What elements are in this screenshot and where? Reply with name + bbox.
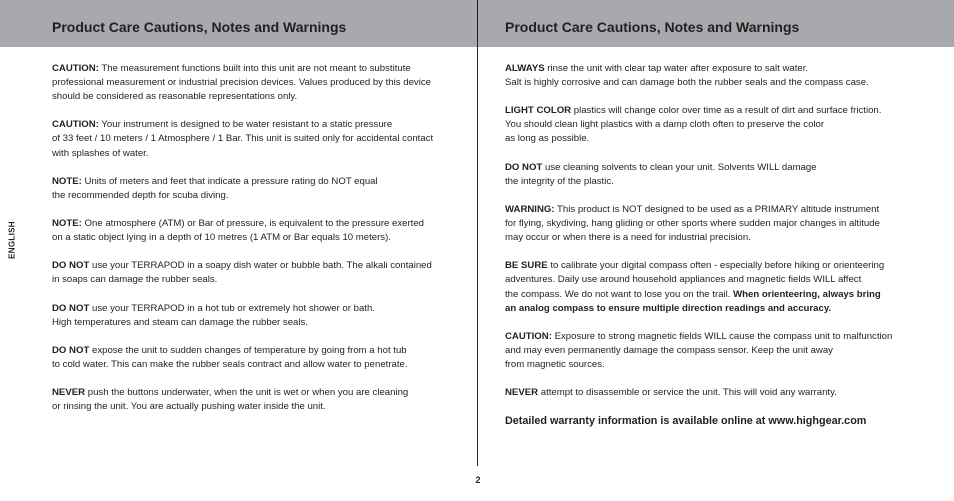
para-label: CAUTION:	[505, 330, 552, 342]
right-column	[505, 62, 925, 428]
language-label: ENGLISH	[7, 221, 17, 259]
para-text: or rinsing the unit. You are actually pushing water inside the unit.	[52, 401, 326, 413]
note-units-paragraph	[52, 175, 470, 203]
para-text: attempt to disassemble or service the unit. This will void any warranty.	[538, 387, 837, 399]
never-disassemble-paragraph	[505, 386, 925, 400]
para-text: One atmosphere (ATM) or Bar of pressure, is equivalent to the pressure exerted	[81, 218, 425, 230]
caution-water-paragraph	[52, 118, 470, 160]
always-rinse-paragraph	[505, 62, 925, 90]
para-text: and may even permanently damage the compass sensor. Keep the unit away	[505, 344, 833, 356]
para-text: This product is NOT designed to be used as a PRIMARY altitude instrument	[554, 203, 880, 215]
para-emphasis: an analog compass to ensure multiple direction readings and accuracy.	[505, 302, 832, 314]
para-text: should be considered as reasonable representations only.	[52, 91, 298, 103]
para-text: rinse the unit with clear tap water after exposure to salt water.	[544, 63, 809, 74]
para-text: may occur or when there is a need for industrial precision.	[505, 232, 751, 244]
para-label: DO NOT	[52, 302, 90, 314]
para-text: plastics will change color over time as a result of dirt and surface friction.	[571, 105, 882, 117]
para-label: CAUTION:	[52, 119, 99, 131]
para-text: The measurement functions built into this unit are not meant to substitute	[98, 63, 411, 74]
para-text: Exposure to strong magnetic fields WILL cause the compass unit to malfunction	[551, 330, 893, 342]
para-text: adventures. Daily use around household appliances and magnetic fields WILL affect	[505, 274, 862, 286]
para-label: NEVER	[505, 387, 539, 399]
para-text: Units of meters and feet that indicate a pressure rating do NOT equal	[81, 175, 378, 187]
para-text: High temperatures and steam can damage the rubber seals.	[52, 316, 308, 328]
para-text: You should clean light plastics with a damp cloth often to preserve the color	[505, 119, 825, 131]
para-text: use cleaning solvents to clean your unit. Solvents WILL damage	[542, 161, 817, 173]
do-not-soapy-paragraph	[52, 259, 470, 287]
para-text: with splashes of water.	[52, 147, 149, 159]
do-not-solvents-paragraph	[505, 161, 925, 189]
para-text: push the buttons underwater, when the unit is wet or when you are cleaning	[85, 387, 409, 399]
para-text: Salt is highly corrosive and can damage both the rubber seals and the compass case.	[505, 77, 869, 89]
para-text: the recommended depth for scuba diving.	[52, 189, 229, 201]
never-buttons-paragraph	[52, 386, 470, 414]
para-label: NOTE:	[52, 175, 82, 187]
do-not-temperature-paragraph	[52, 344, 470, 372]
para-emphasis: When orienteering, always bring	[733, 288, 881, 300]
page-title-right: Product Care Cautions, Notes and Warnings	[505, 19, 800, 35]
para-text: professional measurement or industrial precision devices. Values produced by this device	[52, 77, 431, 89]
para-label: BE SURE	[505, 260, 548, 272]
warning-altitude-paragraph	[505, 203, 925, 245]
para-label: LIGHT COLOR	[505, 105, 572, 117]
para-label: DO NOT	[505, 161, 543, 173]
para-text: the integrity of the plastic.	[505, 175, 614, 187]
page-title-left: Product Care Cautions, Notes and Warnings	[52, 19, 347, 35]
para-label: WARNING:	[505, 203, 555, 215]
page-number: 2	[475, 475, 481, 485]
do-not-hot-tub-paragraph	[52, 302, 470, 330]
para-text: the compass. We do not want to lose you on the trail.	[505, 288, 734, 300]
para-text: of 33 feet / 10 meters / 1 Atmosphere / 1 Bar. This unit is suited only for accidental contact	[52, 133, 434, 145]
be-sure-calibrate-paragraph	[505, 259, 925, 315]
para-text: in soaps can damage the rubber seals.	[52, 274, 218, 286]
para-label: ALWAYS	[505, 63, 545, 74]
para-label: DO NOT	[52, 260, 90, 272]
note-atmosphere-paragraph	[52, 217, 470, 245]
para-text: to calibrate your digital compass often - especially before hiking or orienteering	[547, 260, 885, 272]
left-column	[52, 62, 470, 428]
para-text: Your instrument is designed to be water resistant to a static pressure	[98, 119, 393, 131]
para-text: for flying, skydiving, hang gliding or other sports where sudden major changes in altitude	[505, 218, 880, 230]
caution-measurement-paragraph	[52, 62, 470, 104]
para-label: DO NOT	[52, 344, 90, 356]
para-text: as long as possible.	[505, 133, 590, 145]
para-label: NOTE:	[52, 218, 82, 230]
para-text: from magnetic sources.	[505, 358, 605, 370]
para-text: use your TERRAPOD in a hot tub or extremely hot shower or bath.	[89, 302, 375, 314]
caution-magnetic-paragraph	[505, 330, 925, 372]
para-label: CAUTION:	[52, 63, 99, 74]
para-label: NEVER	[52, 387, 86, 399]
para-text: use your TERRAPOD in a soapy dish water or bubble bath. The alkali contained	[89, 260, 432, 272]
page-divider	[477, 0, 478, 466]
para-text: expose the unit to sudden changes of temperature by going from a hot tub	[89, 344, 407, 356]
warranty-note: Detailed warranty information is available online at www.highgear.com	[505, 415, 867, 428]
para-text: to cold water. This can make the rubber seals contract and allow water to penetrate.	[52, 358, 408, 370]
light-color-paragraph	[505, 104, 925, 146]
para-text: on a static object lying in a depth of 10 metres (1 ATM or Bar equals 10 meters).	[52, 232, 391, 244]
